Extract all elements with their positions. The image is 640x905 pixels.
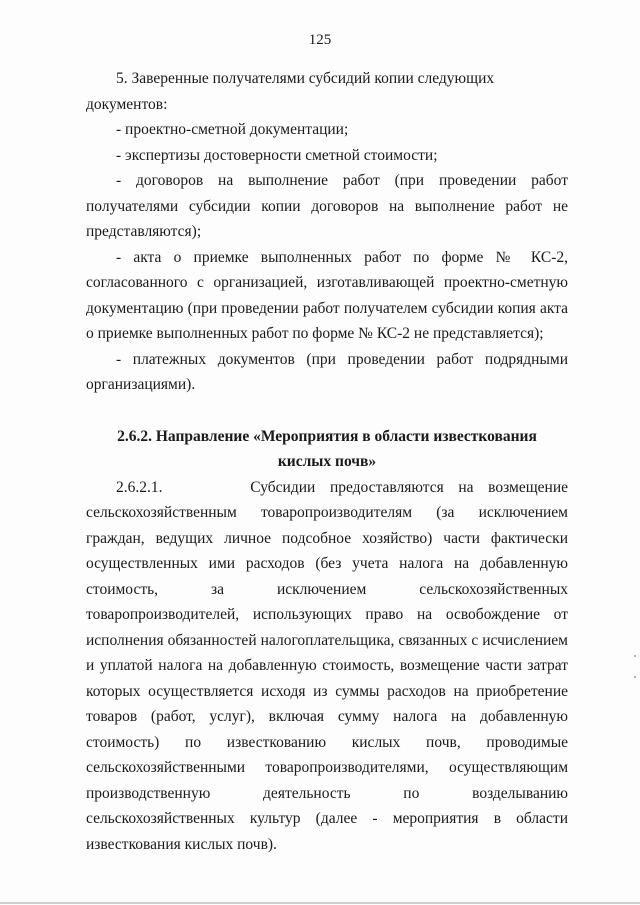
section-title-line-2: кислых почв» (277, 453, 377, 470)
document-body (86, 66, 568, 857)
item-5-heading: 5. Заверенные получателями субсидий копии следующих документов: (86, 70, 495, 113)
list-item-expertise: - экспертизы достоверности сметной стоимости; (116, 146, 438, 164)
clause-number: 2.6.2.1. (116, 478, 163, 496)
scan-speck (634, 655, 636, 657)
list-item-contracts: - договоров на выполнение работ (при проведении работ получателями субсидии копии договоров на выполнение работ не представляются); (86, 172, 568, 240)
list-item-project-documentation: - проектно-сметной документации; (116, 121, 349, 138)
scan-edge (0, 902, 640, 904)
page-number: 125 (308, 32, 332, 48)
list-item-payment-documents: - платежных документов (при проведении работ подрядными организациями). (86, 350, 568, 393)
section-title-line-1: 2.6.2. Направление «Мероприятия в области известкования (117, 427, 537, 445)
scan-speck (634, 676, 636, 678)
clause-2-6-2-1 (86, 475, 568, 858)
list-item-act-ks2: - акта о приемке выполненных работ по форме № КС-2, согласованного с организацией, изготавливающей проектно-сметную документацию (при проведении работ получателем субсидии копия акта о приемке выполненных работ по форме № КС-2 не представляется); (86, 248, 568, 342)
clause-text: Субсидии предоставляются на возмещение сельскохозяйственным товаропроизводителям (за исключением граждан, ведущих личное подсобное хозяйство) части фактически осуществленных ими расходов (без учета налога на добавленную стоимость, за исключением сельскохозяйственных товаропроизводителей, использующих право на освобождение от исполнения обязанностей налогоплательщика, связанных с исчислением и уплатой налога на добавленную стоимость, возмещение части затрат которых осуществляется исходя из суммы расходов на приобретение товаров (работ, услуг), включая сумму налога на добавленную стоимость) по известкованию кислых почв, проводимые сельскохозяйственными товаропроизводителями, осуществляющим производственную деятельность по возделыванию сельскохозяйственных культур (далее - мероприятия в области известкования кислых почв). (86, 478, 569, 853)
